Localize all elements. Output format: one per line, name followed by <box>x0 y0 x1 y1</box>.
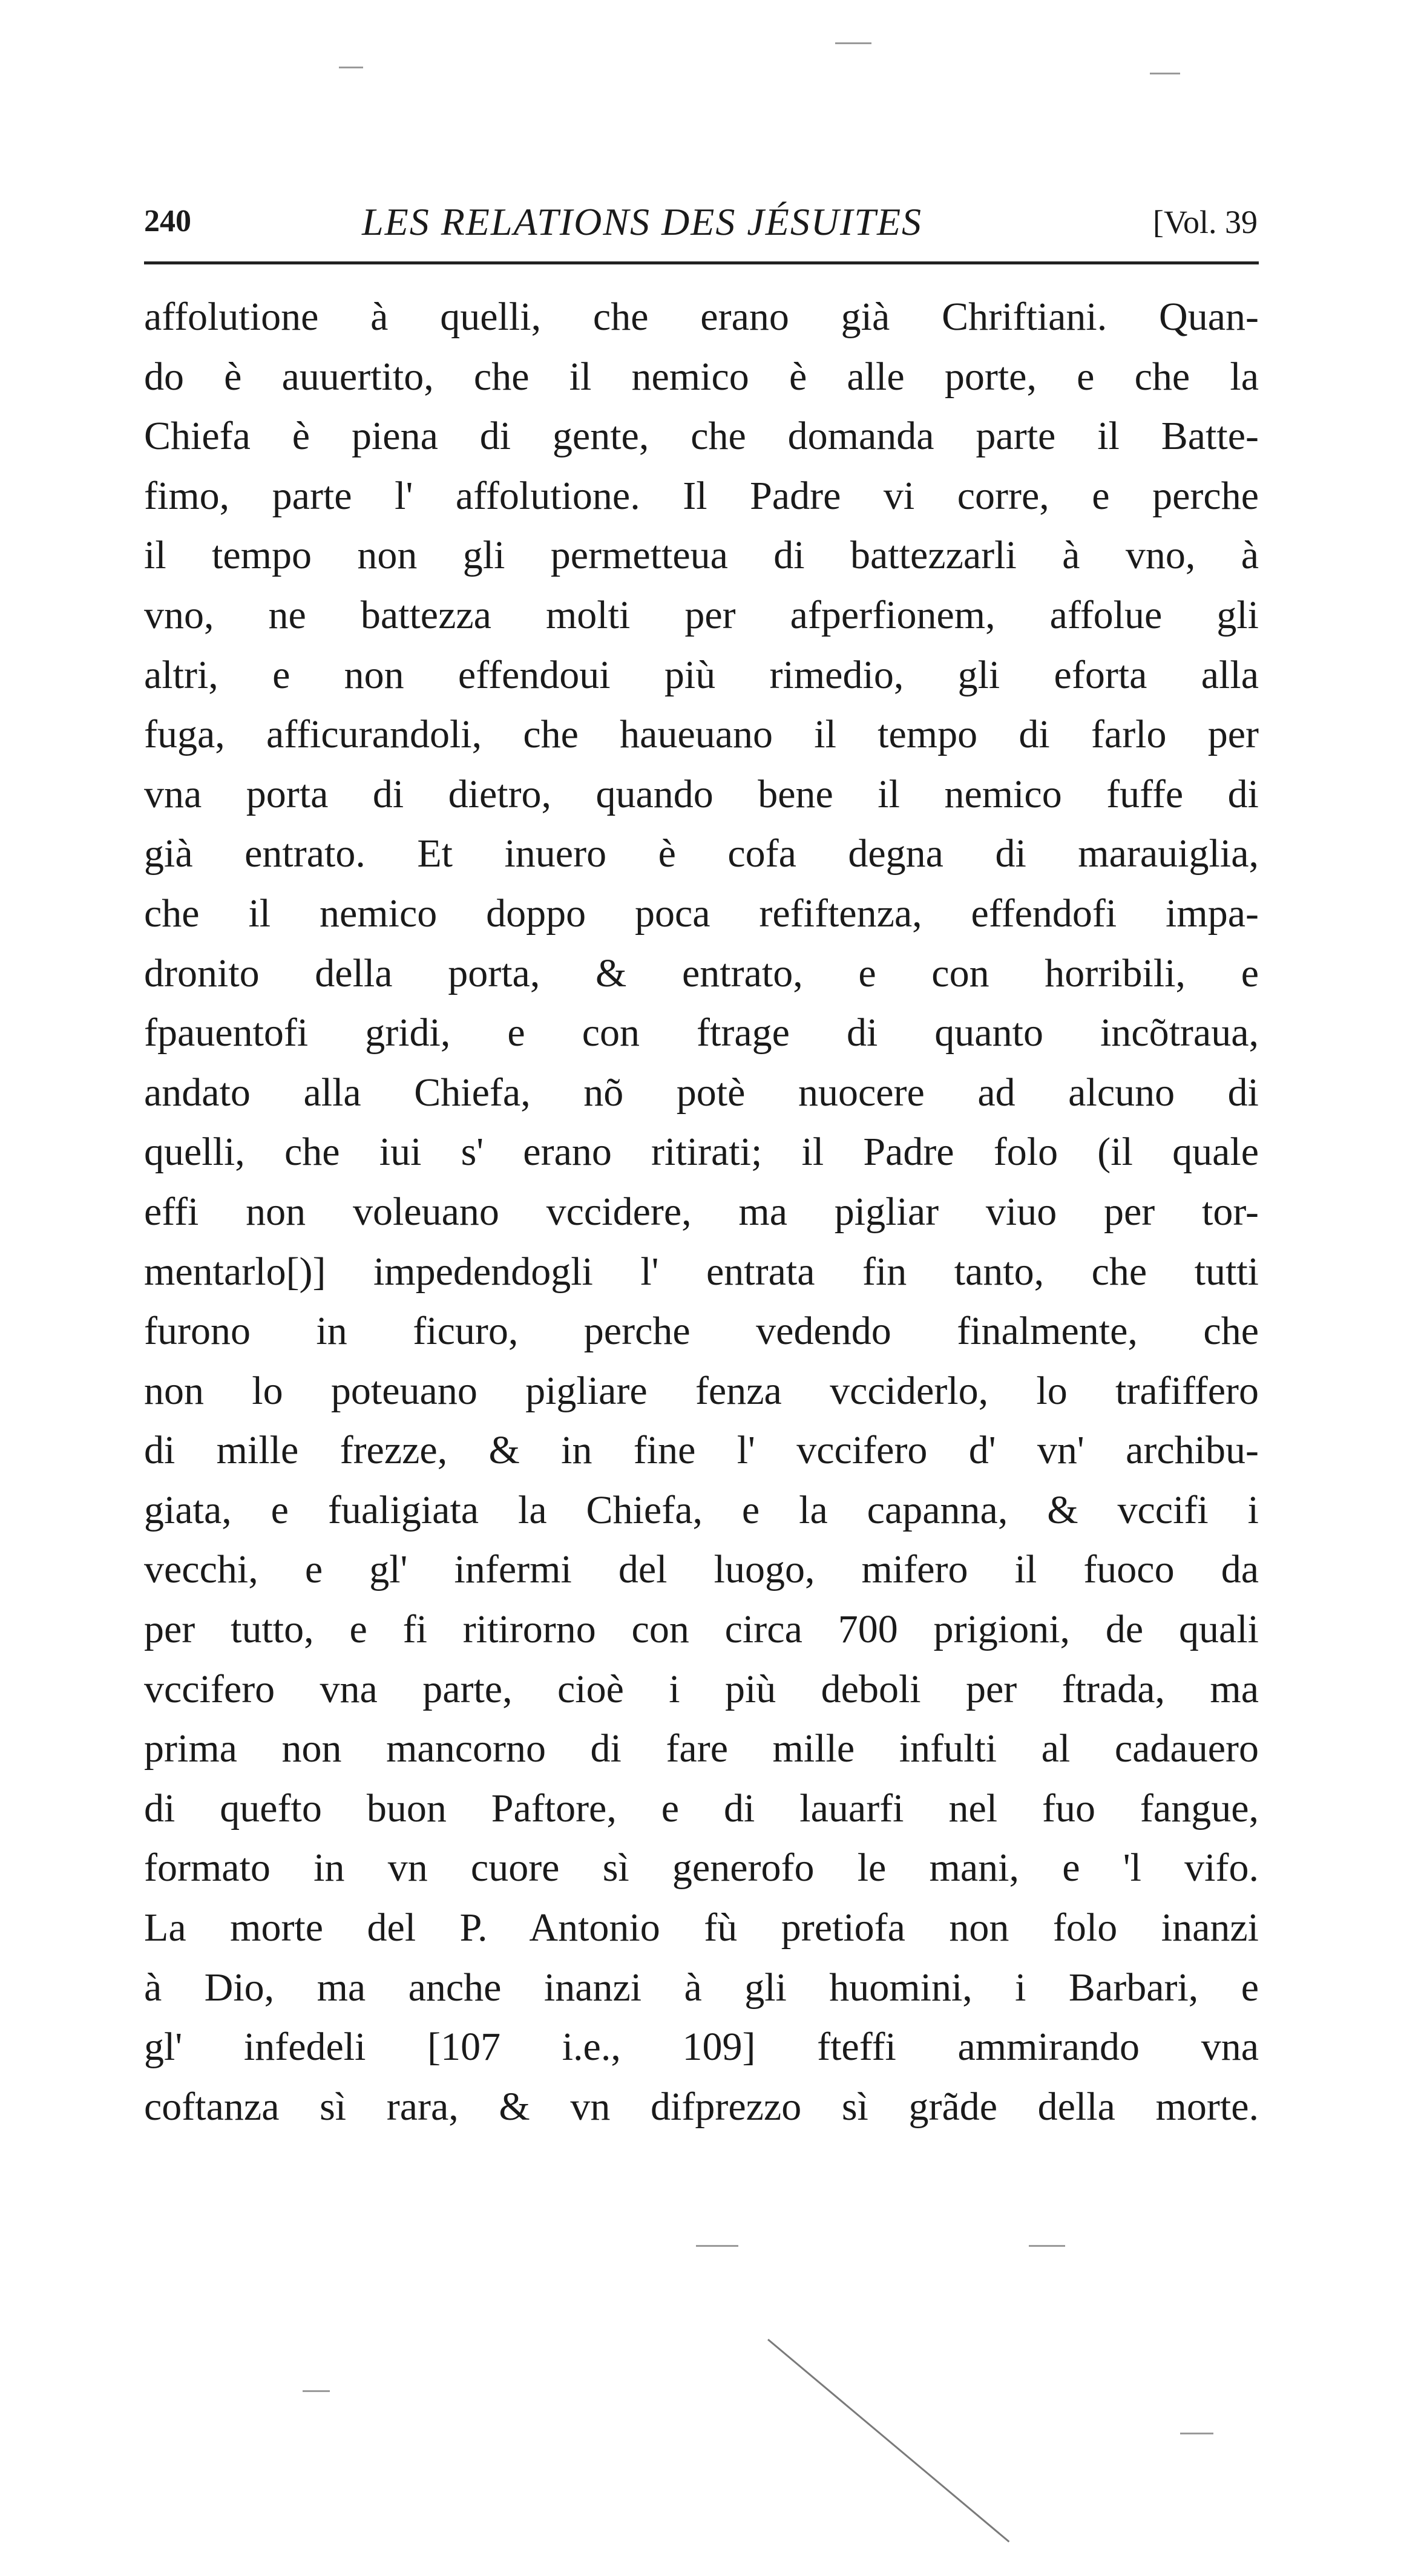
text-line: prima non mancorno di fare mille infulti al cadauero <box>144 1726 1259 1771</box>
text-line: che il nemico doppo poca refiftenza, effendofi impa- <box>144 891 1259 936</box>
text-line: fpauentofi gridi, e con ftrage di quanto incõtraua, <box>144 1011 1259 1055</box>
scan-speck <box>339 67 363 68</box>
text-line: effi non voleuano vccidere, ma pigliar viuo per tor- <box>144 1189 1259 1234</box>
text-line: fuga, afficurandoli, che haueuano il tempo di farlo per <box>144 712 1259 757</box>
page-number: 240 <box>144 204 191 238</box>
scan-speck <box>1150 73 1180 74</box>
text-line: à Dio, ma anche inanzi à gli huomini, i Barbari, e <box>144 1965 1259 2010</box>
text-line: furono in ficuro, perche vedendo finalmente, che <box>144 1309 1259 1354</box>
text-line: già entrato. Et inuero è cofa degna di marauiglia, <box>144 831 1259 876</box>
text-line: coftanza sì rara, & vn difprezzo sì grãde della morte. <box>144 2084 1259 2129</box>
text-line: vna porta di dietro, quando bene il nemico fuffe di <box>144 772 1259 816</box>
volume-label: [Vol. 39 <box>1152 204 1258 240</box>
text-line: do è auuertito, che il nemico è alle porte, e che la <box>144 354 1259 399</box>
text-line: affolutione à quelli, che erano già Chriftiani. Quan- <box>144 295 1259 339</box>
text-line: giata, e fualigiata la Chiefa, e la capanna, & vccifi i <box>144 1487 1259 1532</box>
text-line: Chiefa è piena di gente, che domanda parte il Batte- <box>144 414 1259 459</box>
text-line: gl' infedeli [107 i.e., 109] fteffi ammirando vna <box>144 2025 1259 2070</box>
page-header <box>144 195 1258 261</box>
running-title: LES RELATIONS DES JÉSUITES <box>362 200 923 243</box>
text-line: formato in vn cuore sì generofo le mani, e 'l vifo. <box>144 1846 1259 1890</box>
text-line: andato alla Chiefa, nõ potè nuocere ad alcuno di <box>144 1070 1259 1115</box>
text-line: di mille frezze, & in fine l' vccifero d' vn' archibu- <box>144 1428 1259 1473</box>
body-text <box>144 287 1259 2137</box>
header-rule <box>144 261 1259 264</box>
text-line: dronito della porta, & entrato, e con horribili, e <box>144 951 1259 995</box>
text-line: di quefto buon Paftore, e di lauarfi nel fuo fangue, <box>144 1786 1259 1830</box>
scan-speck <box>835 42 871 44</box>
text-line: quelli, che iui s' erano ritirati; il Padre folo (il quale <box>144 1130 1259 1175</box>
text-line: vecchi, e gl' infermi del luogo, mifero il fuoco da <box>144 1547 1259 1592</box>
text-line: vccifero vna parte, cioè i più deboli per ftrada, ma <box>144 1667 1259 1711</box>
text-line: La morte del P. Antonio fù pretiofa non folo inanzi <box>144 1906 1259 1950</box>
scan-speck <box>1029 2245 1065 2247</box>
text-line: per tutto, e fi ritirorno con circa 700 prigioni, de quali <box>144 1607 1259 1652</box>
scan-speck <box>303 2390 330 2392</box>
text-line: il tempo non gli permetteua di battezzarli à vno, à <box>144 533 1259 578</box>
scan-speck <box>1180 2433 1213 2434</box>
text-line: mentarlo[)] impedendogli l' entrata fin tanto, che tutti <box>144 1249 1259 1294</box>
text-line: fimo, parte l' affolutione. Il Padre vi corre, e perche <box>144 473 1259 518</box>
scan-stroke <box>767 2339 1009 2543</box>
text-line: altri, e non effendoui più rimedio, gli eforta alla <box>144 652 1259 697</box>
text-line: non lo poteuano pigliare fenza vcciderlo, lo trafiffero <box>144 1368 1259 1413</box>
text-line: vno, ne battezza molti per afperfionem, affolue gli <box>144 592 1259 637</box>
scan-speck <box>696 2245 738 2247</box>
